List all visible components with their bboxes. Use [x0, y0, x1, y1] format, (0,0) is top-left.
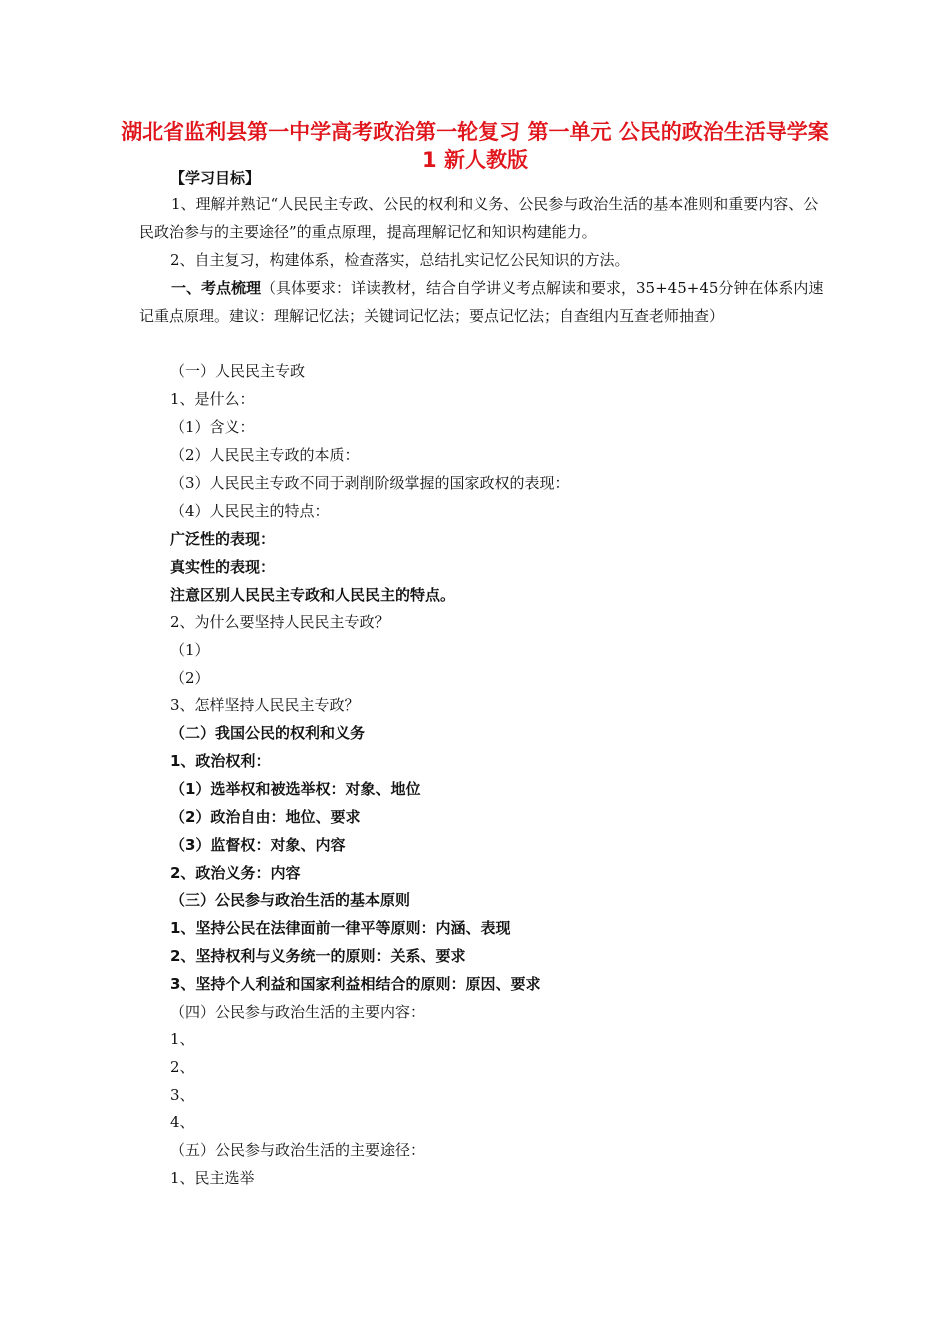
- outline-line: 2、为什么要坚持人民民主专政？: [170, 613, 390, 631]
- outline-line: （2）: [170, 669, 210, 687]
- outline-line: 2、: [170, 1058, 195, 1076]
- review-heading: 一、考点梳理: [171, 279, 262, 297]
- outline-line: 1、政治权利：: [170, 752, 271, 770]
- outline-line: 2、政治义务：内容: [170, 864, 301, 882]
- outline-line: （1）含义：: [170, 418, 255, 436]
- outline-line: （2）人民民主专政的本质：: [170, 446, 360, 464]
- outline-line: （1）选举权和被选举权：对象、地位: [170, 780, 421, 798]
- outline-line: （3）人民民主专政不同于剥削阶级掌握的国家政权的表现：: [170, 474, 570, 492]
- section-3-heading: （三）公民参与政治生活的基本原则: [170, 891, 411, 909]
- outline-line: 3、怎样坚持人民民主专政？: [170, 696, 360, 714]
- goals-heading: 【学习目标】: [170, 169, 261, 187]
- note-line: 注意区别人民民主专政和人民民主的特点。: [170, 586, 456, 604]
- review-section: [139, 275, 829, 330]
- outline-line: 1、民主选举: [170, 1169, 255, 1187]
- outline-line: 2、坚持权利与义务统一的原则：关系、要求: [170, 947, 466, 965]
- section-1-heading: （一）人民民主专政: [170, 362, 306, 380]
- outline-line: 3、: [170, 1086, 195, 1104]
- outline-line: 4、: [170, 1113, 195, 1131]
- section-4-heading: （四）公民参与政治生活的主要内容：: [170, 1003, 426, 1021]
- outline-line: （4）人民民主的特点：: [170, 502, 330, 520]
- outline-line: 1、是什么：: [170, 390, 255, 408]
- outline-line: （2）政治自由：地位、要求: [170, 808, 361, 826]
- outline-line: （3）监督权：对象、内容: [170, 836, 346, 854]
- review-text: （具体要求：详读教材，结合自学讲义考点解读和要求，35+45+45分钟在体系内速记重点原理。建议：理解记忆法；关键词记忆法；要点记忆法；自查组内互查老师抽查）: [139, 279, 824, 325]
- outline-line: 广泛性的表现：: [170, 530, 276, 548]
- section-2-heading: （二）我国公民的权利和义务: [170, 724, 366, 742]
- goal-2: 2、自主复习，构建体系，检查落实，总结扎实记忆公民知识的方法。: [170, 251, 630, 269]
- outline-line: 1、: [170, 1030, 195, 1048]
- goal-1: 1、理解并熟记“人民民主专政、公民的权利和义务、公民参与政治生活的基本准则和重要内容、公民政治参与的主要途径”的重点原理，提高理解记忆和知识构建能力。: [139, 195, 819, 241]
- section-5-heading: （五）公民参与政治生活的主要途径：: [170, 1141, 426, 1159]
- document-title: 湖北省监利县第一中学高考政治第一轮复习 第一单元 公民的政治生活导学案1 新人教版: [121, 120, 829, 172]
- outline-line: （1）: [170, 641, 210, 659]
- outline-line: 1、坚持公民在法律面前一律平等原则：内涵、表现: [170, 919, 511, 937]
- outline-line: 真实性的表现：: [170, 558, 276, 576]
- outline-line: 3、坚持个人利益和国家利益相结合的原则：原因、要求: [170, 975, 541, 993]
